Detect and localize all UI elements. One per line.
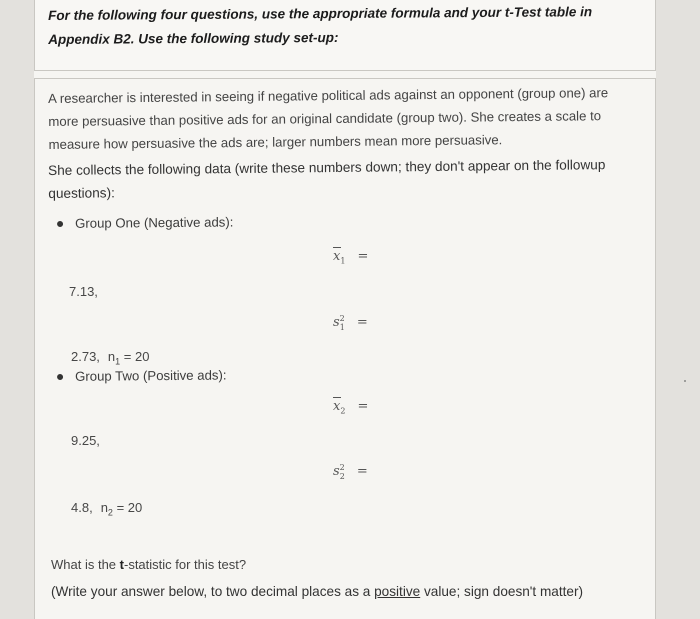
group-two-label: Group Two (Positive ads): bbox=[74, 367, 227, 384]
data-intro-paragraph: She collects the following data (write these numbers down; they don't appear on the followup questions): bbox=[48, 157, 606, 201]
xbar1-formula: $x_1$ = bbox=[333, 249, 369, 266]
overline-mark bbox=[333, 247, 341, 248]
instructions-text: For the following four questions, use the appropriate formula and your t-Test table in Appendix B2. Use the following study set-up: bbox=[48, 4, 593, 47]
s2sq-formula: $s^2_2$ = bbox=[333, 463, 368, 481]
page-speck bbox=[684, 380, 686, 382]
xbar2-formula: $x_2$ = bbox=[333, 399, 369, 416]
positive-emphasis: positive bbox=[374, 584, 421, 599]
group-two-bullet bbox=[57, 368, 227, 384]
group-one-variance-n bbox=[71, 349, 149, 367]
group-one-label: Group One (Negative ads): bbox=[74, 214, 234, 231]
group-two-mean: 9.25, bbox=[71, 433, 100, 448]
group-two-n: $n_2 = 20$ bbox=[100, 500, 143, 518]
study-setup-panel bbox=[34, 78, 656, 619]
question-sheet bbox=[34, 0, 656, 618]
question-prompt: What is the t-statistic for this test? bbox=[51, 557, 247, 572]
group-one-n: $n_1 = 20$ bbox=[107, 349, 150, 367]
s1sq-formula: $s^2_1$ = bbox=[333, 314, 368, 332]
group-two-variance: 4.8, bbox=[71, 500, 93, 515]
bullet-dot bbox=[57, 373, 63, 379]
overline-mark bbox=[333, 397, 341, 398]
answer-instruction: (Write your answer below, to two decimal places as a positive value; sign doesn't matter) bbox=[51, 584, 583, 599]
group-one-variance: 2.73, bbox=[71, 349, 100, 364]
bullet-dot bbox=[57, 220, 63, 226]
instructions-header bbox=[34, 0, 656, 71]
group-one-mean: 7.13, bbox=[69, 284, 98, 299]
group-two-variance-n bbox=[71, 500, 142, 518]
group-one-bullet bbox=[57, 214, 233, 231]
scenario-paragraph: A researcher is interested in seeing if negative political ads against an opponent (group one) are more persuasive than positive ads for an original candidate (group two). She creates a scale to measure how persuasive the ads are; larger numbers mean more persuasive. bbox=[48, 85, 609, 152]
